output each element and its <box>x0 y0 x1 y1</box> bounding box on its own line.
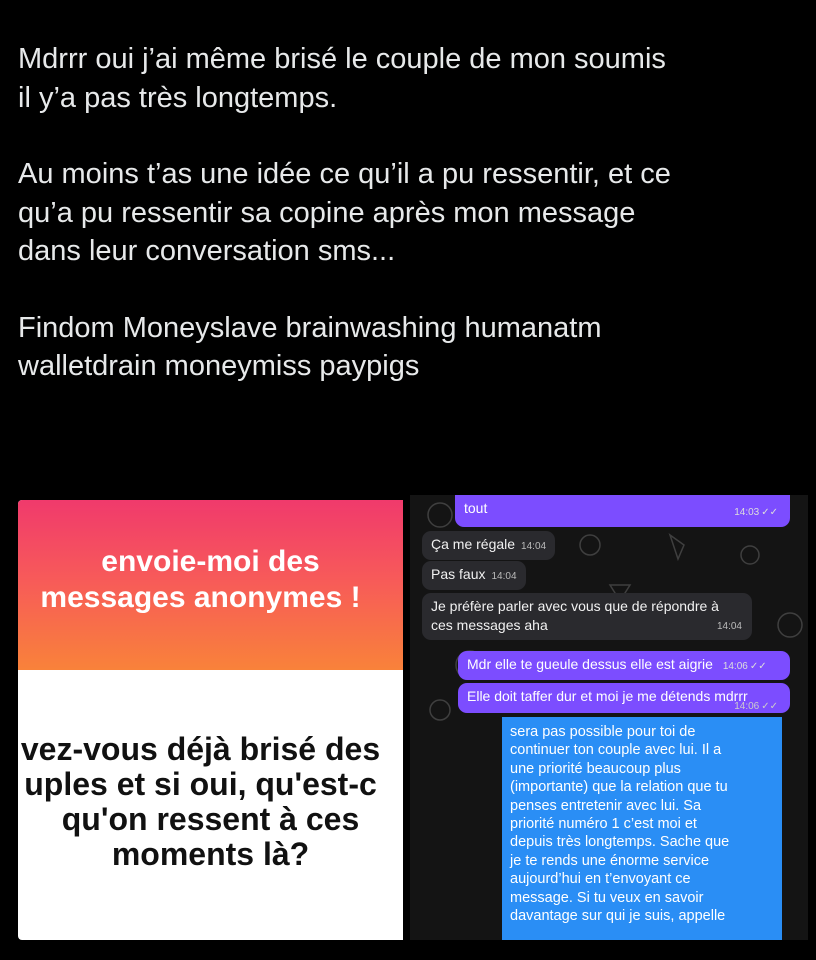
sms-line: davantage sur qui je suis, appelle <box>510 908 726 925</box>
message-incoming <box>422 561 526 590</box>
tweet-line: Findom Moneyslave brainwashing humanatm <box>18 311 602 344</box>
message-outgoing <box>458 651 790 680</box>
message-text: tout <box>464 500 488 516</box>
message-text: Je préfère parler avec vous que de répondre à ces messages aha <box>431 598 719 633</box>
message-incoming <box>422 593 752 640</box>
question-line: qu'on ressent à ces <box>61 801 360 837</box>
anonymous-messages-header <box>18 500 403 670</box>
sms-message-screenshot <box>502 717 782 940</box>
sms-line: continuer ton couple avec lui. Il a <box>510 742 722 759</box>
anonymous-question <box>18 732 403 872</box>
message-time: 14:04 <box>491 571 517 582</box>
message-time: 14:06 <box>734 701 760 712</box>
sms-line: (importante) que la relation que tu <box>510 779 728 796</box>
question-line: vez-vous déjà brisé des <box>20 731 381 767</box>
tweet-line: walletdrain moneymiss paypigs <box>18 350 420 382</box>
tweet-line: il y’a pas très longtemps. <box>18 81 338 114</box>
header-line: envoie-moi des <box>101 545 320 578</box>
read-ticks-icon: ✓✓ <box>761 507 778 518</box>
message-time: 14:06 <box>722 661 748 672</box>
sms-line: message. Si tu veux en savoir <box>510 889 704 906</box>
tweet-line: qu’a pu ressentir sa copine après mon message <box>18 196 636 229</box>
tweet-image-left[interactable] <box>18 500 403 940</box>
question-line: uples et si oui, qu'est-c <box>24 766 377 802</box>
message-incoming <box>422 531 555 560</box>
read-ticks-icon: ✓✓ <box>749 661 767 672</box>
sms-line: je te rends une énorme service <box>510 852 710 869</box>
message-time: 14:03 <box>734 507 760 518</box>
message-text: Pas faux <box>431 566 486 582</box>
message-text: Mdr elle te gueule dessus elle est aigrie <box>467 656 713 672</box>
sms-line: priorité numéro 1 c’est moi et <box>510 816 697 833</box>
tweet-line: dans leur conversation sms... <box>18 235 396 267</box>
sms-line: sera pas possible pour toi de <box>510 724 696 740</box>
tweet-line: Mdrrr oui j’ai même brisé le couple de mon soumis <box>18 43 666 75</box>
tweet-line: Au moins t’as une idée ce qu’il a pu ressentir, et ce <box>18 158 671 190</box>
message-outgoing <box>455 495 790 527</box>
sms-line: une priorité beaucoup plus <box>510 760 681 777</box>
read-ticks-icon: ✓✓ <box>761 701 778 712</box>
tweet-image-right[interactable] <box>410 495 808 940</box>
sms-line: aujourd’hui en t’envoyant ce <box>510 871 691 888</box>
question-line: moments là? <box>111 836 310 872</box>
message-outgoing <box>458 683 790 713</box>
message-text: Elle doit taffer dur et moi je me détends mdrrr <box>467 688 748 704</box>
message-text: Ça me régale <box>431 536 516 552</box>
message-time: 14:04 <box>521 541 547 552</box>
message-time: 14:04 <box>716 621 742 632</box>
tweet-text <box>18 40 808 386</box>
sms-line: penses entretenir avec lui. Sa <box>510 797 702 814</box>
header-line: messages anonymes ! <box>40 581 361 614</box>
sms-line: depuis très longtemps. Sache que <box>510 834 730 851</box>
